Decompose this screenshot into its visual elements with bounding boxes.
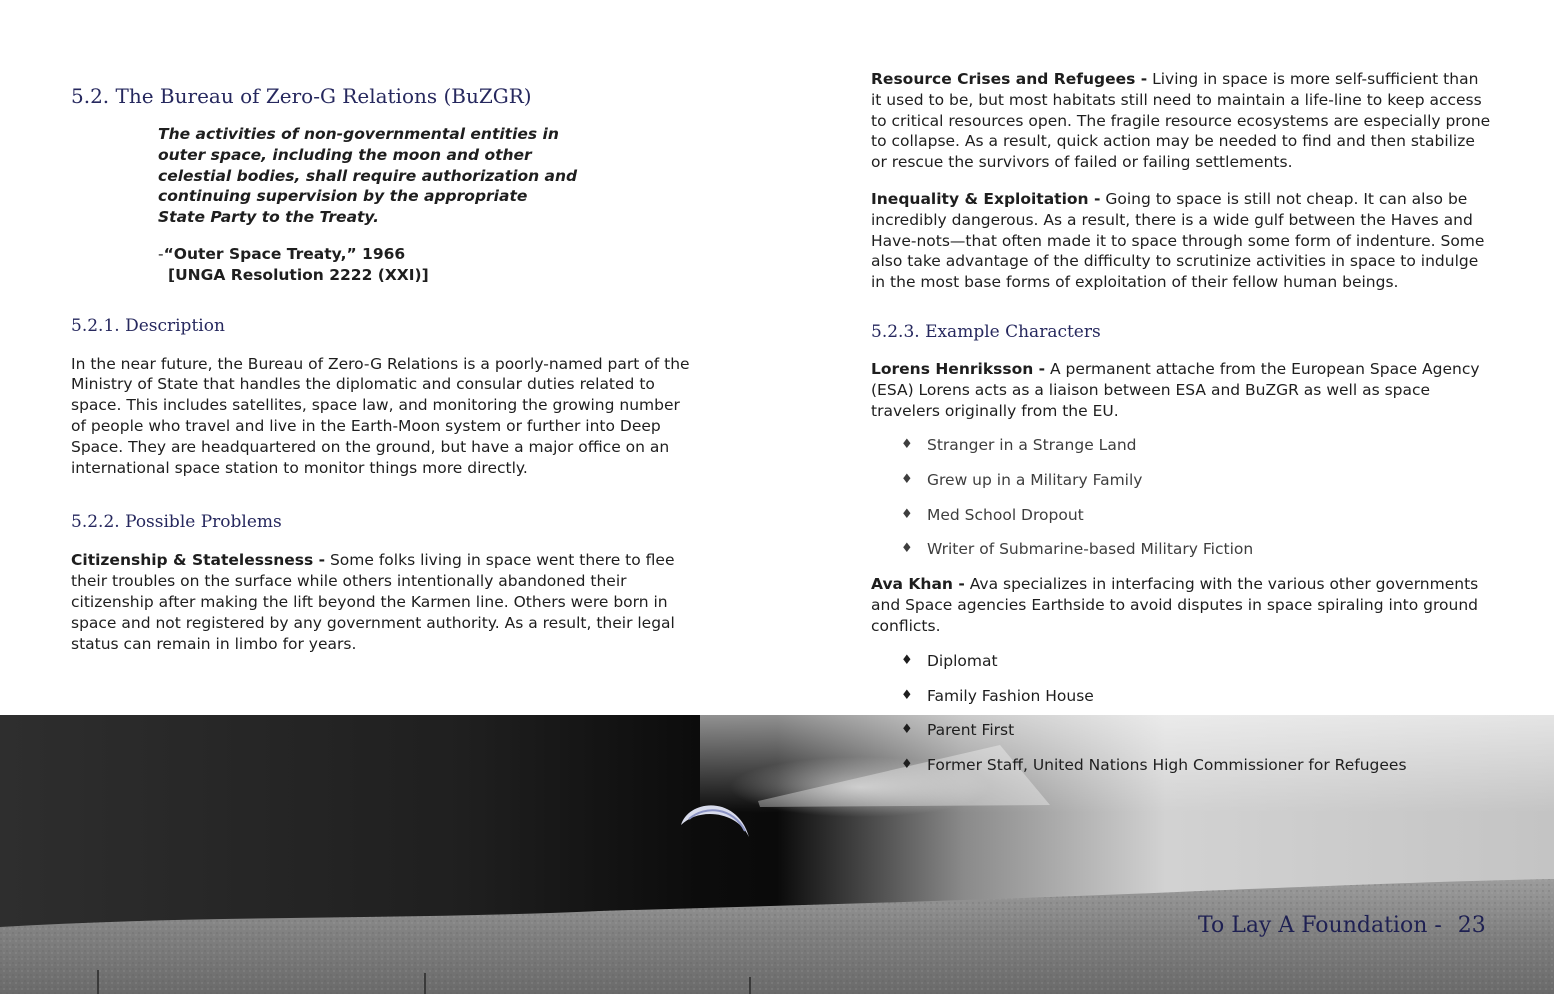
description-heading: 5.2.1. Description	[71, 315, 225, 336]
inequality-term: Inequality & Exploitation -	[871, 189, 1101, 208]
quote-attribution: -“Outer Space Treaty,” 1966 [UNGA Resolution 2222 (XXI)]	[158, 244, 578, 286]
character-ava-traits	[871, 651, 1491, 775]
page-footer	[1198, 910, 1486, 942]
left-column	[71, 82, 691, 654]
diamond-bullet-icon: ♦	[901, 472, 913, 488]
list-item: ♦ Parent First	[901, 721, 1015, 740]
list-item: ♦ Stranger in a Strange Land	[901, 436, 1137, 455]
book-title: To Lay A Foundation -	[1198, 913, 1442, 938]
diamond-bullet-icon: ♦	[901, 437, 913, 453]
quote-attribution-line2: [UNGA Resolution 2222 (XXI)]	[168, 265, 429, 284]
list-item: ♦ Grew up in a Military Family	[901, 471, 1143, 490]
description-paragraph: In the near future, the Bureau of Zero-G Relations is a poorly-named part of the Ministry of State that handles the diplomatic and consular duties related to space. This includes satellites, space law, and monitoring the growing number of people who travel and live in the Earth-Moon system or further into Deep Space. They are headquartered on the ground, but have a major office on an international space station to monitor things more directly.	[71, 354, 690, 477]
section-title: 5.2. The Bureau of Zero-G Relations (BuZGR)	[71, 84, 532, 108]
diamond-bullet-icon: ♦	[901, 722, 913, 738]
diamond-bullet-icon: ♦	[901, 652, 913, 668]
earth-crescent-icon	[675, 795, 755, 845]
character-lorens-paragraph: Lorens Henriksson - A permanent attache from the European Space Agency (ESA) Lorens acts as a liaison between ESA and BuZGR as well as space travelers originally from the EU.	[871, 359, 1480, 420]
character-ava-paragraph: Ava Khan - Ava specializes in interfacing with the various other governments and Space agencies Earthside to avoid disputes in space spiraling into ground conflicts.	[871, 575, 1479, 636]
citizenship-term: Citizenship & Statelessness -	[71, 551, 326, 570]
examples-heading: 5.2.3. Example Characters	[871, 321, 1101, 342]
quote-attribution-line1: “Outer Space Treaty,” 1966	[163, 244, 406, 263]
resource-term: Resource Crises and Refugees -	[871, 70, 1148, 88]
page-number: 23	[1457, 913, 1486, 938]
list-item: ♦ Med School Dropout	[901, 505, 1084, 524]
list-item: ♦ Former Staff, United Nations High Commissioner for Refugees	[901, 755, 1407, 774]
list-item: ♦ Family Fashion House	[901, 686, 1094, 705]
inequality-paragraph: Inequality & Exploitation - Going to space is still not cheap. It can also be incredibly dangerous. As a result, there is a wide gulf between the Haves and Have-nots—that often made it to space through some form of indenture. Some also take advantage of the difficulty to scrutinize activities in space to indulge in the most base forms of exploitation of their fellow human beings.	[871, 189, 1485, 292]
list-item: ♦ Writer of Submarine-based Military Fiction	[901, 540, 1254, 559]
diamond-bullet-icon: ♦	[901, 756, 913, 772]
diamond-bullet-icon: ♦	[901, 687, 913, 703]
character-lorens-traits	[871, 435, 1491, 559]
character-ava-name: Ava Khan -	[871, 575, 965, 594]
character-lorens-name: Lorens Henriksson -	[871, 359, 1046, 378]
list-item: ♦ Diplomat	[901, 651, 998, 670]
diamond-bullet-icon: ♦	[901, 541, 913, 557]
citizenship-paragraph: Citizenship & Statelessness - Some folks living in space went there to flee their troubles on the surface while others intentionally abandoned their citizenship after making the lift beyond the Karmen line. Others were born in space and not registered by any government authority. As a result, their legal status can remain in limbo for years.	[71, 551, 675, 653]
diamond-bullet-icon: ♦	[901, 506, 913, 522]
quote-text: The activities of non-governmental entities in outer space, including the moon and other celestial bodies, shall require authorization and continuing supervision by the appropriate State Party to the Treaty.	[158, 125, 578, 227]
resource-paragraph: Resource Crises and Refugees - Living in space is more self-sufficient than it used to be, but most habitats still need to maintain a life-line to keep access to critical resources open. The fragile resource ecosystems are especially prone to collapse. As a result, quick action may be needed to find and then stabilize or rescue the survivors of failed or failing settlements.	[871, 70, 1491, 172]
epigraph-quote	[158, 124, 578, 286]
problems-heading: 5.2.2. Possible Problems	[71, 512, 282, 533]
right-column	[871, 69, 1491, 775]
